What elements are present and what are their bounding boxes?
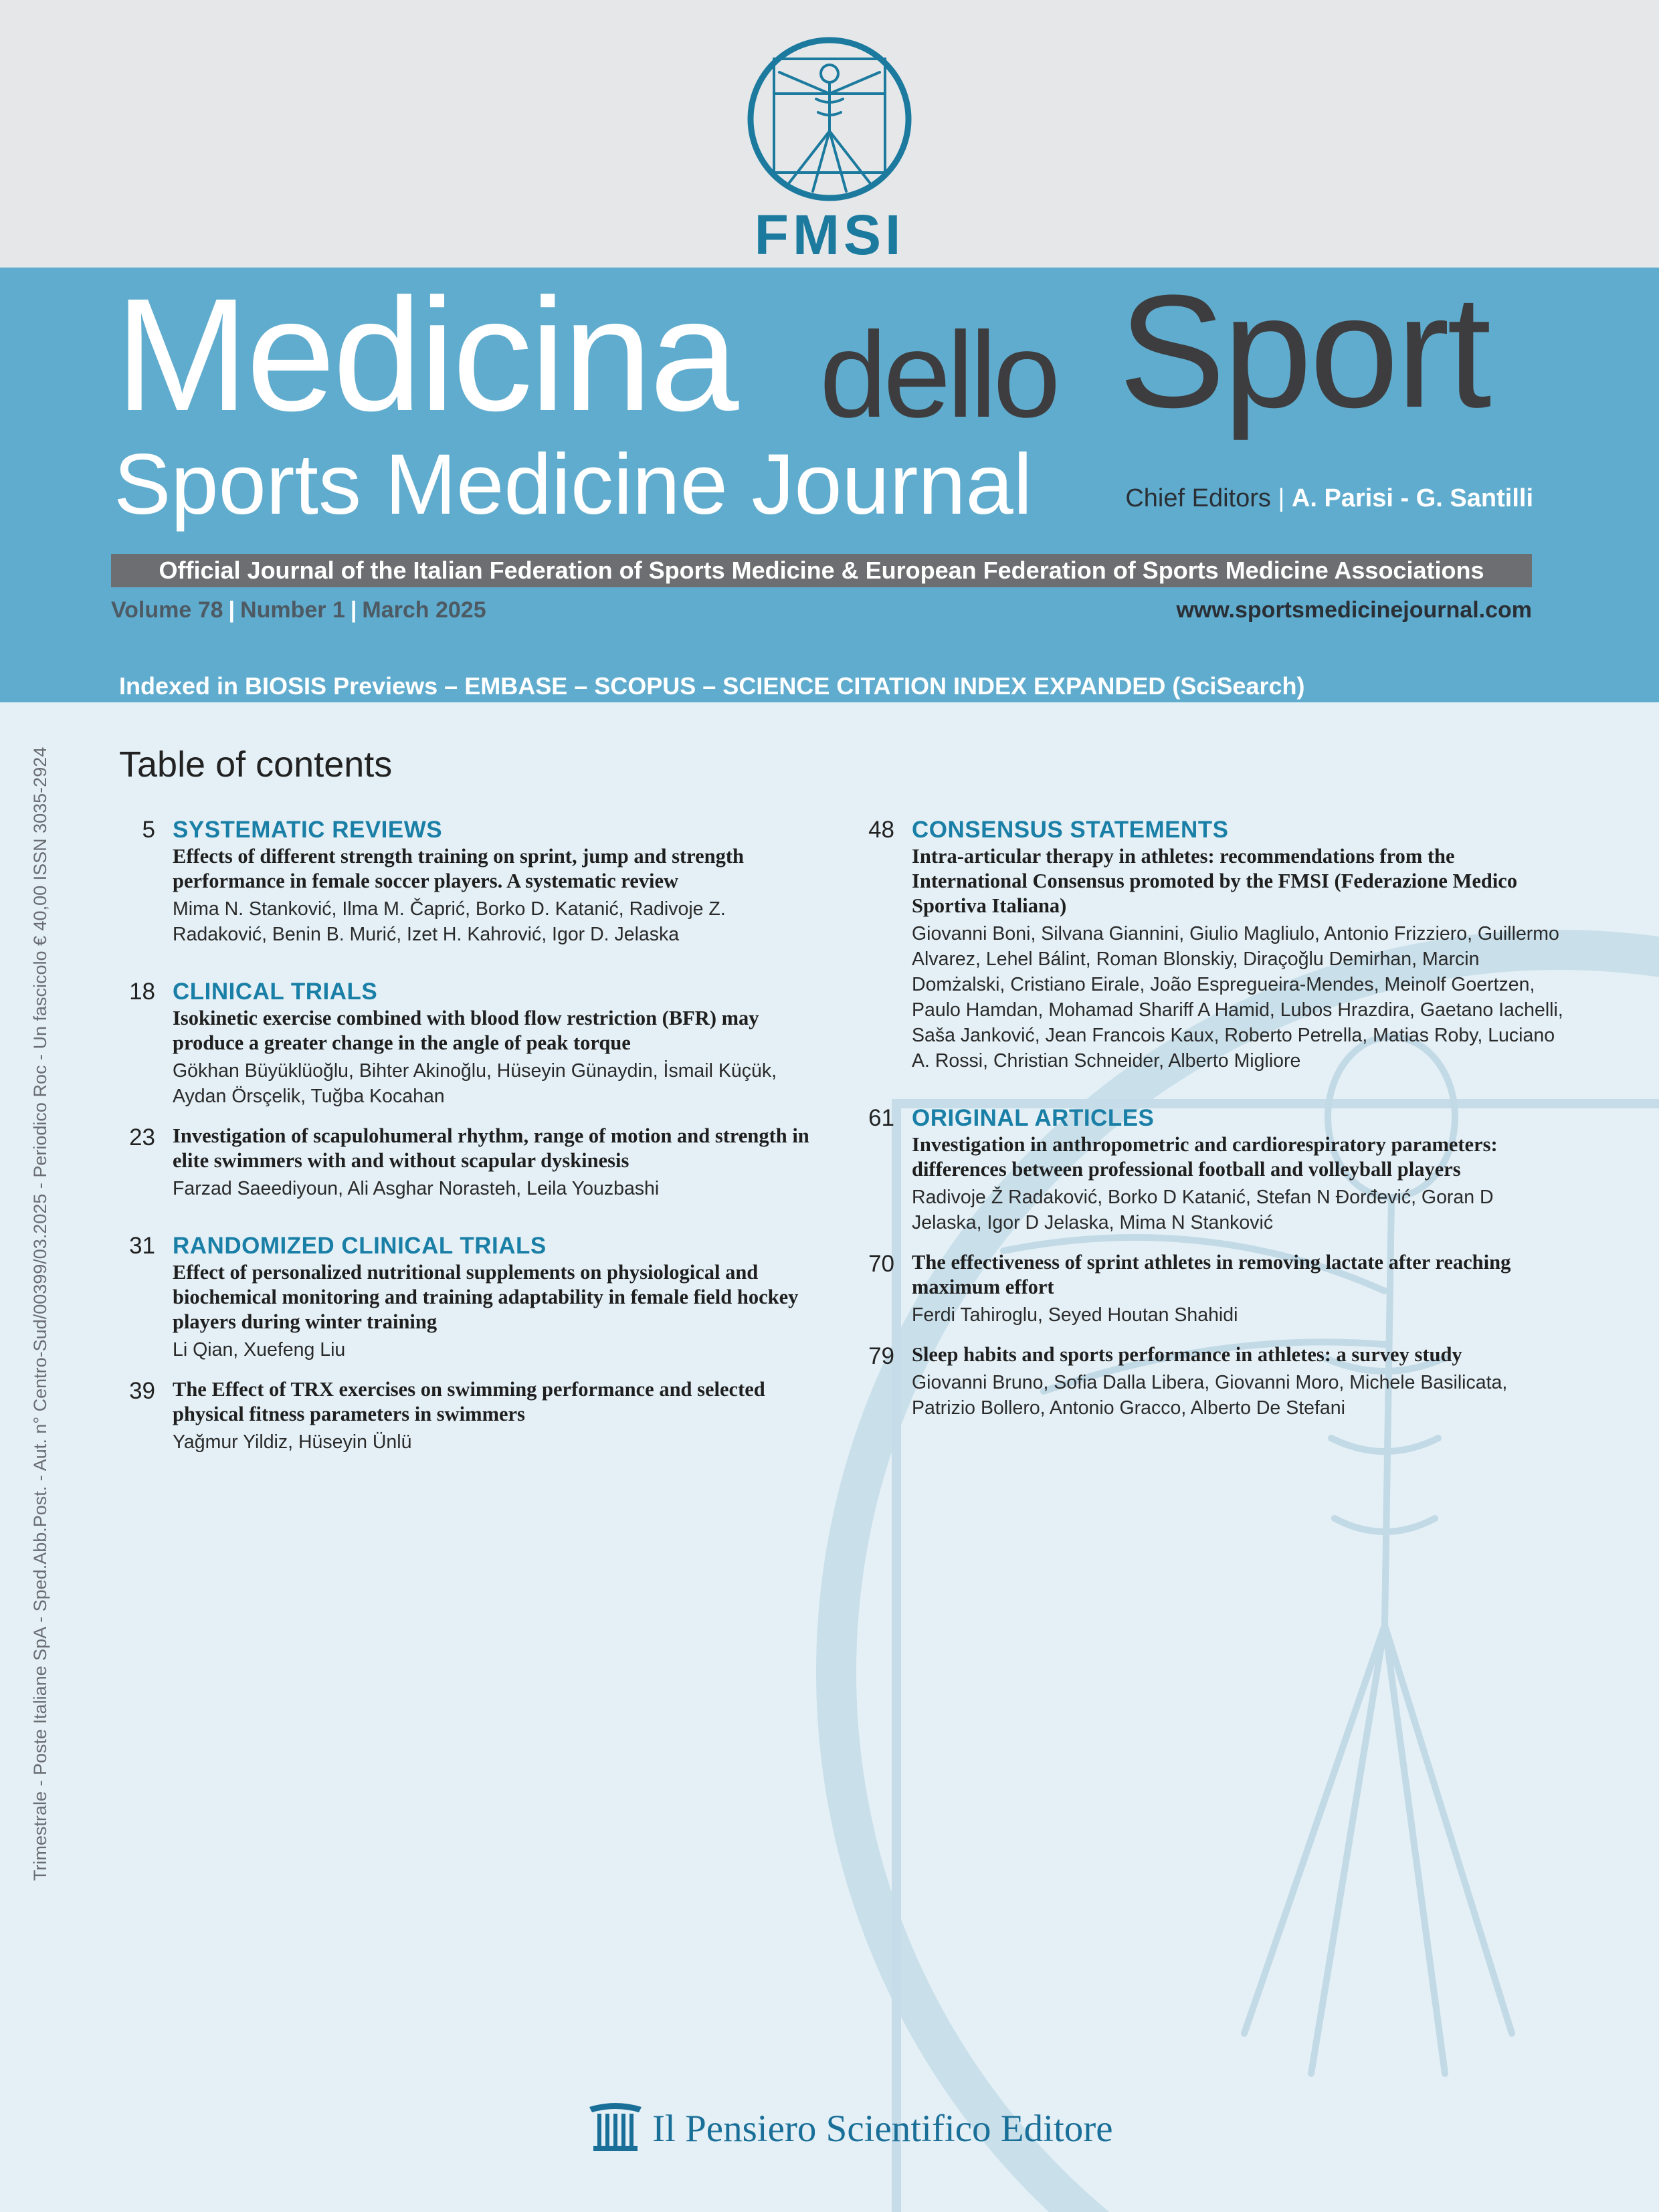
journal-title-medicina: Medicina: [115, 265, 737, 444]
official-journal-bar: Official Journal of the Italian Federation of Sports Medicine & European Federation of Sports Medicine Associations: [111, 554, 1532, 587]
page-number: 79: [868, 1343, 894, 1369]
fmsi-logo: [733, 32, 926, 266]
chief-editors: Chief Editors | A. Parisi - G. Santilli: [1125, 484, 1533, 512]
page-number: 61: [868, 1105, 894, 1131]
journal-subtitle: Sports Medicine Journal: [114, 437, 1033, 532]
issue-number: Number 1: [240, 597, 345, 623]
toc-entry[interactable]: [860, 816, 1569, 1074]
section-heading: CLINICAL TRIALS: [173, 979, 378, 1005]
toc-entry[interactable]: [120, 1232, 823, 1363]
toc-entry[interactable]: [860, 1250, 1569, 1328]
article-title: Sleep habits and sports performance in athletes: a survey study: [912, 1343, 1462, 1366]
journal-title-dello: dello: [819, 306, 1057, 443]
toc-right-column: [860, 809, 1569, 1421]
section-heading: SYSTEMATIC REVIEWS: [173, 817, 443, 843]
toc-entry[interactable]: [120, 1377, 823, 1455]
toc-entry[interactable]: [120, 816, 823, 947]
article-authors: Giovanni Bruno, Sofia Dalla Libera, Giovanni Moro, Michele Basilicata, Patrizio Bollero, Antonio Gracco, Alberto De Stefani: [912, 1372, 1508, 1419]
section-heading: CONSENSUS STATEMENTS: [912, 817, 1229, 843]
chief-editors-names: A. Parisi - G. Santilli: [1291, 484, 1533, 512]
toc-entry[interactable]: [860, 1342, 1569, 1421]
article-authors: Mima N. Stanković, Ilma M. Čaprić, Borko D. Katanić, Radivoje Z. Radaković, Benin B. Murić, Izet H. Kahrović, Igor D. Jelaska: [173, 898, 726, 945]
article-title: Investigation of scapulohumeral rhythm, range of motion and strength in elite swimmers with and without scapular dyskinesis: [173, 1124, 809, 1172]
article-title: Effects of different strength training on sprint, jump and strength performance in female soccer players. A systematic review: [173, 845, 745, 892]
toc-left-column: [120, 809, 823, 1455]
article-title: Intra-articular therapy in athletes: recommendations from the International Consensus promoted by the FMSI (Federazione Medico Sportiva Italiana): [912, 845, 1518, 917]
toc-title: Table of contents: [119, 744, 393, 785]
page-number: 48: [868, 817, 894, 843]
article-authors: Farzad Saeediyoun, Ali Asghar Norasteh, Leila Youzbashi: [173, 1178, 660, 1199]
publisher-name: Il Pensiero Scientifico Editore: [652, 2108, 1113, 2150]
vitruvian-man-icon: [733, 32, 926, 206]
column-icon: [585, 2100, 646, 2154]
page-number: 70: [868, 1251, 894, 1277]
volume: Volume 78: [111, 597, 223, 623]
article-authors: Li Qian, Xuefeng Liu: [173, 1339, 346, 1361]
page-number: 31: [129, 1233, 155, 1259]
page-number: 23: [129, 1124, 155, 1150]
fmsi-logo-text: FMSI: [754, 203, 905, 266]
article-authors: Giovanni Boni, Silvana Giannini, Giulio Magliulo, Antonio Frizziero, Guillermo Alvarez, Lehel Bálint, Roman Blonskiy, Diraçoğlu Demirhan, Marcin Domżalski, Cristiano Eirale, João Espregueira-Mendes, Meinolf Goertzen, Paulo Hamdan, Mohamad Shariff A Hamid, Lubos Hrazdira, Gaetano Iachelli, Saša Janković, Jean Francois Kaux, Roberto Petrella, Matias Roby, Luciano A. Rossi, Christian Schneider, Alberto Migliore: [912, 923, 1563, 1072]
page-number: 18: [129, 979, 155, 1005]
issue-info: Volume 78 | Number 1 | March 2025: [111, 597, 486, 623]
section-heading: ORIGINAL ARTICLES: [912, 1105, 1155, 1131]
article-title: Investigation in anthropometric and cardiorespiratory parameters: differences between professional football and volleyball players: [912, 1133, 1498, 1181]
article-authors: Ferdi Tahiroglu, Seyed Houtan Shahidi: [912, 1304, 1238, 1326]
toc-entry[interactable]: [860, 1104, 1569, 1235]
page-number: 39: [129, 1378, 155, 1404]
article-authors: Gökhan Büyüklüoğlu, Bihter Akinoğlu, Hüseyin Günaydin, İsmail Küçük, Aydan Örsçelik, Tuğba Kocahan: [173, 1060, 777, 1107]
article-authors: Radivoje Ž Radaković, Borko D Katanić, Stefan N Đorđević, Goran D Jelaska, Igor D Jelaska, Mima N Stanković: [912, 1187, 1494, 1233]
article-title: The Effect of TRX exercises on swimming performance and selected physical fitness parameters in swimmers: [173, 1378, 765, 1425]
toc-entry[interactable]: [120, 1124, 823, 1201]
website-link[interactable]: www.sportsmedicinejournal.com: [1176, 597, 1532, 623]
page-number: 5: [142, 817, 155, 843]
article-authors: Yağmur Yildiz, Hüseyin Ünlü: [173, 1431, 412, 1453]
section-heading: RANDOMIZED CLINICAL TRIALS: [173, 1233, 547, 1259]
toc-entry[interactable]: [120, 978, 823, 1109]
journal-title-sport: Sport: [1118, 262, 1489, 441]
article-title: Isokinetic exercise combined with blood flow restriction (BFR) may produce a greater change in the angle of peak torque: [173, 1007, 759, 1054]
postal-info-vertical: Trimestrale - Poste Italiane SpA - Sped.Abb.Post. - Aut. n° Centro-Sud/00399/03.2025 - Periodico Roc - Un fascicolo € 40,00 ISSN 3035-2924: [30, 746, 50, 1881]
article-title: The effectiveness of sprint athletes in removing lactate after reaching maximum effort: [912, 1251, 1511, 1298]
article-title: Effect of personalized nutritional supplements on physiological and biochemical monitoring and training adaptability in female field hockey players during winter training: [173, 1261, 799, 1333]
indexing-line: Indexed in BIOSIS Previews – EMBASE – SCOPUS – SCIENCE CITATION INDEX EXPANDED (SciSearch): [119, 672, 1305, 700]
issue-date: March 2025: [362, 597, 486, 623]
chief-editors-label: Chief Editors: [1125, 484, 1271, 512]
